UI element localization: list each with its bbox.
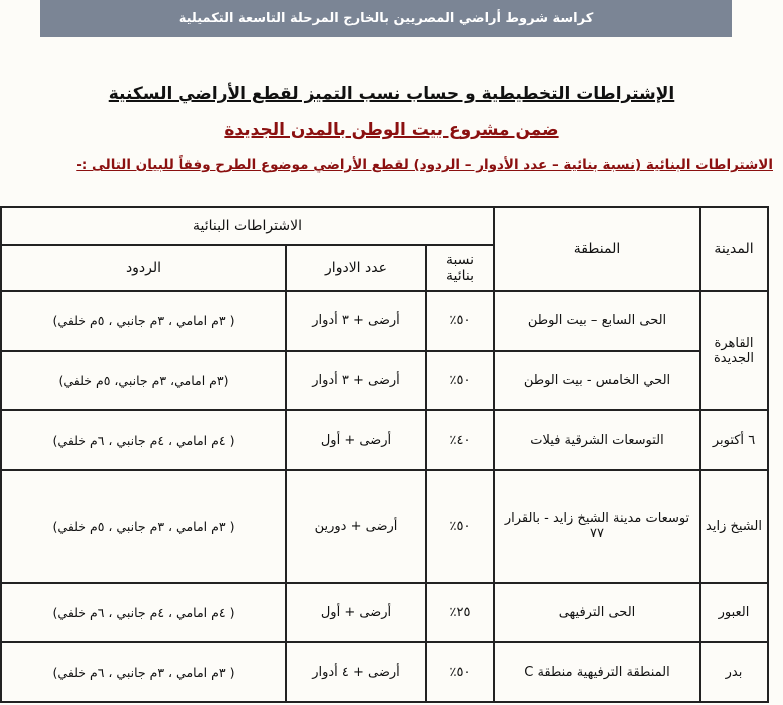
floors-cell: أرضى + ٣ أدوار: [286, 291, 426, 351]
document-title-2: [0, 120, 783, 140]
document-title: [0, 84, 783, 104]
setbacks-cell: ( ٣م امامي ، ٣م جانبي ، ٥م خلفي): [1, 470, 286, 582]
zone-cell: الحى الترفيهى: [494, 583, 700, 643]
setbacks-cell: ( ٣م امامي ، ٣م جانبي ، ٥م خلفي): [1, 291, 286, 351]
building-requirements-table: [0, 206, 769, 703]
subtitle: [3, 157, 773, 173]
header-ratio: نسبة بنائية: [426, 245, 494, 291]
ratio-cell: ٢٥٪: [426, 583, 494, 643]
floors-cell: أرضى + ٣ أدوار: [286, 351, 426, 411]
ratio-cell: ٥٠٪: [426, 470, 494, 582]
floors-cell: أرضى + أول: [286, 410, 426, 470]
city-cell: الشيخ زايد: [700, 470, 768, 582]
floors-cell: أرضى + ٤ أدوار: [286, 642, 426, 702]
ratio-cell: ٥٠٪: [426, 351, 494, 411]
city-cell: بدر: [700, 642, 768, 702]
header-setbacks: الردود: [1, 245, 286, 291]
zone-cell: الحى السابع – بيت الوطن: [494, 291, 700, 351]
city-cell: العبور: [700, 583, 768, 643]
ratio-cell: ٥٠٪: [426, 291, 494, 351]
setbacks-cell: ( ٤م امامي ، ٤م جانبي ، ٦م خلفي): [1, 410, 286, 470]
banner-text: كراسة شروط أراضي المصريين بالخارج المرحلة التاسعة التكميلية: [178, 11, 594, 26]
setbacks-cell: ( ٤م امامي ، ٤م جانبي ، ٦م خلفي): [1, 583, 286, 643]
ratio-cell: ٥٠٪: [426, 642, 494, 702]
zone-cell: توسعات مدينة الشيخ زايد - بالقرار ٧٧: [494, 470, 700, 582]
header-building-requirements: الاشتراطات البنائية: [1, 207, 494, 245]
title-line-1: الإشتراطات التخطيطية و حساب نسب التميز لقطع الأراضي السكنية: [108, 84, 675, 104]
city-cell: القاهرة الجديدة: [700, 291, 768, 410]
document-banner: [40, 0, 732, 37]
zone-cell: المنطقة الترفيهية منطقة C: [494, 642, 700, 702]
zone-cell: الحي الخامس - بيت الوطن: [494, 351, 700, 411]
title-line-2: ضمن مشروع بيت الوطن بالمدن الجديدة: [224, 120, 559, 140]
setbacks-cell: (٣م امامي، ٣م جانبي، ٥م خلفي): [1, 351, 286, 411]
city-cell: ٦ أكتوبر: [700, 410, 768, 470]
ratio-cell: ٤٠٪: [426, 410, 494, 470]
floors-cell: أرضى + دورين: [286, 470, 426, 582]
subtitle-text: الاشتراطات البنائية (نسبة بنائية – عدد الأدوار – الردود) لقطع الأراضي موضوع الطرح وفقاً للبيان التالى :-: [76, 157, 773, 173]
floors-cell: أرضى + أول: [286, 583, 426, 643]
header-city: المدينة: [700, 207, 768, 291]
setbacks-cell: ( ٣م امامي ، ٣م جانبي ، ٦م خلفي): [1, 642, 286, 702]
header-zone: المنطقة: [494, 207, 700, 291]
zone-cell: التوسعات الشرقية فيلات: [494, 410, 700, 470]
header-floors: عدد الادوار: [286, 245, 426, 291]
